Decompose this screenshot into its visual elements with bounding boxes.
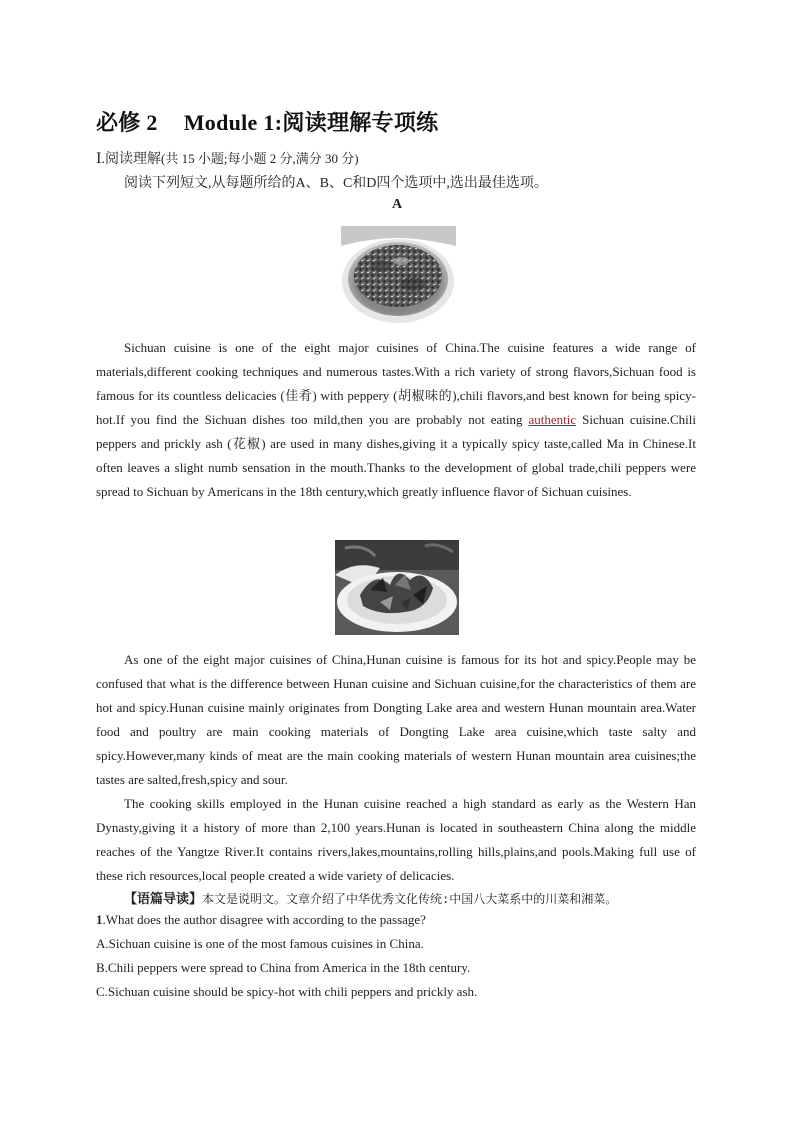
guide-text: 本文是说明文。文章介绍了中华优秀文化传统:中国八大菜系中的川菜和湘菜。: [202, 892, 618, 906]
passage-label: A: [391, 197, 403, 212]
authentic-link[interactable]: authentic: [528, 412, 577, 427]
passage-paragraph-1: [96, 336, 696, 504]
question-1-number: 1: [96, 912, 103, 927]
question-1-option-c[interactable]: C.Sichuan cuisine should be spicy-hot with chili peppers and prickly ash.: [96, 984, 478, 999]
title-book: 必修 2: [96, 110, 158, 135]
sichuan-dish-photo-icon: [341, 226, 456, 324]
section-title: Ⅰ.阅读理解: [96, 152, 162, 167]
section-note: (共 15 小题;每小题 2 分,满分 30 分): [161, 151, 359, 166]
title-module: Module 1:阅读理解专项练: [183, 110, 439, 135]
section-instructions: 阅读下列短文,从每题所给的A、B、C和D四个选项中,选出最佳选项。: [124, 176, 548, 191]
hunan-dish-photo-icon: [335, 540, 459, 635]
guide-tag: 【语篇导读】: [124, 891, 203, 906]
section-heading: [96, 148, 359, 168]
page-title: [96, 106, 438, 137]
p1-text-before: Sichuan cuisine is one of the eight major cuisines of China.The cuisine features a wide range of materials,different cooking techniques and numerous tastes.With a rich variety of strong flavors,Sichuan food is famous for its countless delicacies (佳肴) with peppery (胡椒味的),chili flavors,and best known for being spicy-hot.If you find the Sichuan dishes too mild,then you are probably not eating: [96, 340, 696, 427]
question-1-text: .What does the author disagree with according to the passage?: [102, 912, 426, 927]
passage-guide: [124, 888, 617, 907]
passage-paragraph-3: The cooking skills employed in the Hunan cuisine reached a high standard as early as the Western Han Dynasty,giving it a history of more than 2,100 years.Hunan is located in southeastern China along the middle reaches of the Yangtze River.It contains rivers,lakes,mountains,rolling hills,plains,and pools.Making full use of these rich resources,local people created a wide variety of delicacies.: [96, 796, 696, 883]
question-1-stem: [96, 912, 426, 928]
passage-paragraph-2: As one of the eight major cuisines of China,Hunan cuisine is famous for its hot and spicy.People may be confused that what is the difference between Hunan cuisine and Sichuan cuisine,for the characteristics of them are hot and spicy.Hunan cuisine mainly originates from Dongting Lake area and western Hunan mountain area.Water food and poultry are main cooking materials of Dongting Lake area cuisine,which taste salty and spicy.However,many kinds of meat are the main cooking materials of western Hunan mountain area cuisines;the tastes are salted,fresh,spicy and sour.: [96, 652, 696, 787]
question-1-option-a[interactable]: A.Sichuan cuisine is one of the most famous cuisines in China.: [96, 936, 424, 951]
p1-text-after: Sichuan cuisine.Chili peppers and prickly ash (花椒) are used in many dishes,giving it a typically spicy taste,called Ma in Chinese.It often leaves a slight numb sensation in the mouth.Thanks to the development of global trade,chili peppers were spread to Sichuan by Americans in the 18th century,which greatly influence flavor of Sichuan cuisines.: [96, 412, 696, 499]
question-1-option-b[interactable]: B.Chili peppers were spread to China from America in the 18th century.: [96, 960, 471, 975]
